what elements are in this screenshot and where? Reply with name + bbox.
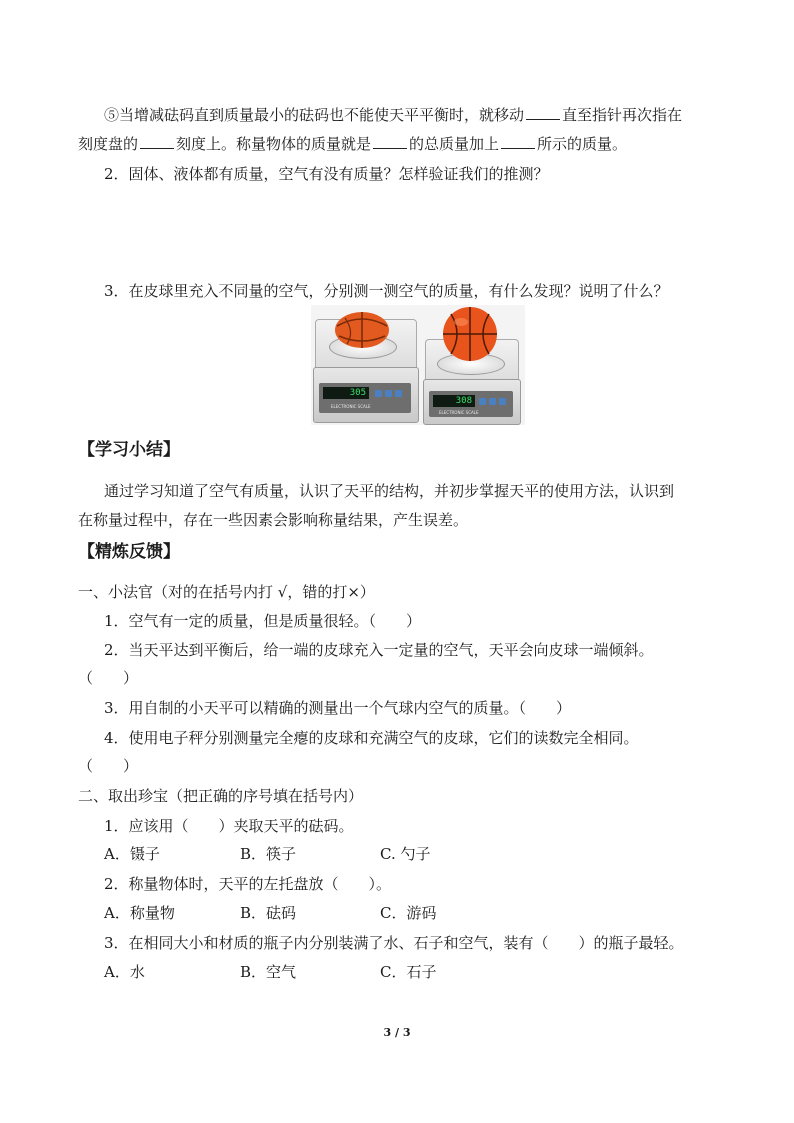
- item-5-text-c: 刻度盘的: [78, 135, 139, 153]
- deflated-ball-image: [333, 306, 391, 350]
- part2-q2-option-c: C．游码: [380, 904, 437, 922]
- item-5-text-b: 直至指针再次指在: [562, 106, 683, 124]
- basketball-image: [441, 305, 499, 363]
- part1-q2: 2．当天平达到平衡后，给一端的皮球充入一定量的空气，天平会向皮球一端倾斜。: [104, 641, 654, 659]
- item-5-line2: [78, 133, 627, 155]
- left-scale-brand: ELECTRONIC SCALE: [331, 404, 371, 409]
- left-scale-button-1: [375, 390, 382, 397]
- left-scale-button-3: [395, 390, 402, 397]
- question-3: 3．在皮球里充入不同量的空气，分别测一测空气的质量，有什么发现？说明了什么？: [104, 282, 669, 300]
- part1-q4: 4．使用电子秤分别测量完全瘪的皮球和充满空气的皮球，它们的读数完全相同。: [104, 729, 639, 747]
- item-5-text-d: 刻度上。称量物体的质量就是: [176, 135, 372, 153]
- right-scale-brand: ELECTRONIC SCALE: [439, 410, 479, 415]
- part2-q3-option-b: B．空气: [240, 963, 297, 981]
- item-5-line1: [104, 104, 682, 126]
- summary-heading: 【学习小结】: [78, 440, 180, 460]
- part2-q1: 1．应该用（ ）夹取天平的砝码。: [104, 817, 354, 835]
- question-2: 2．固体、液体都有质量，空气有没有质量？怎样验证我们的推测？: [104, 165, 549, 183]
- right-scale-button-3: [499, 398, 506, 405]
- right-scale-button-2: [489, 398, 496, 405]
- part2-q1-option-a: A．镊子: [104, 845, 160, 863]
- part2-q3: 3．在相同大小和材质的瓶子内分别装满了水、石子和空气，装有（ ）的瓶子最轻。: [104, 934, 684, 952]
- part2-q2-option-a: A．称量物: [104, 904, 175, 922]
- page-number: 3 / 3: [383, 1026, 411, 1039]
- right-scale-button-1: [479, 398, 486, 405]
- feedback-heading: 【精炼反馈】: [78, 542, 180, 562]
- part1-q2-paren: （ ）: [78, 669, 139, 687]
- summary-text-1: 通过学习知道了空气有质量，认识了天平的结构，并初步掌握天平的使用方法，认识到: [104, 482, 675, 500]
- part2-q2: 2．称量物体时，天平的左托盘放（ ）。: [104, 875, 392, 893]
- part1-title: 一、小法官（对的在括号内打 √，错的打×）: [78, 583, 375, 601]
- part2-q2-option-b: B．砝码: [240, 904, 297, 922]
- blank-1: [526, 105, 560, 120]
- part1-q4-paren: （ ）: [78, 757, 139, 775]
- part1-q3: 3．用自制的小天平可以精确的测量出一个气球内空气的质量。（ ）: [104, 699, 572, 717]
- blank-4: [501, 134, 535, 149]
- left-scale-display: 305: [323, 387, 369, 399]
- item-5-text-f: 所示的质量。: [537, 135, 628, 153]
- part2-q1-option-c: C. 勺子: [380, 845, 431, 863]
- part2-title: 二、取出珍宝（把正确的序号填在括号内）: [78, 787, 364, 805]
- summary-text-2: 在称量过程中，存在一些因素会影响称量结果，产生误差。: [78, 511, 469, 529]
- part2-q3-option-c: C．石子: [380, 963, 437, 981]
- right-scale-display: 308: [433, 395, 475, 407]
- part2-q1-option-b: B．筷子: [240, 845, 297, 863]
- left-scale-button-2: [385, 390, 392, 397]
- blank-3: [373, 134, 407, 149]
- part2-q3-option-a: A．水: [104, 963, 145, 981]
- blank-2: [140, 134, 174, 149]
- scales-photo: [311, 305, 525, 425]
- part1-q1: 1．空气有一定的质量，但是质量很轻。（ ）: [104, 612, 422, 630]
- item-5-text-a: ⑤当增减砝码直到质量最小的砝码也不能使天平平衡时，就移动: [104, 106, 525, 124]
- item-5-text-e: 的总质量加上: [409, 135, 500, 153]
